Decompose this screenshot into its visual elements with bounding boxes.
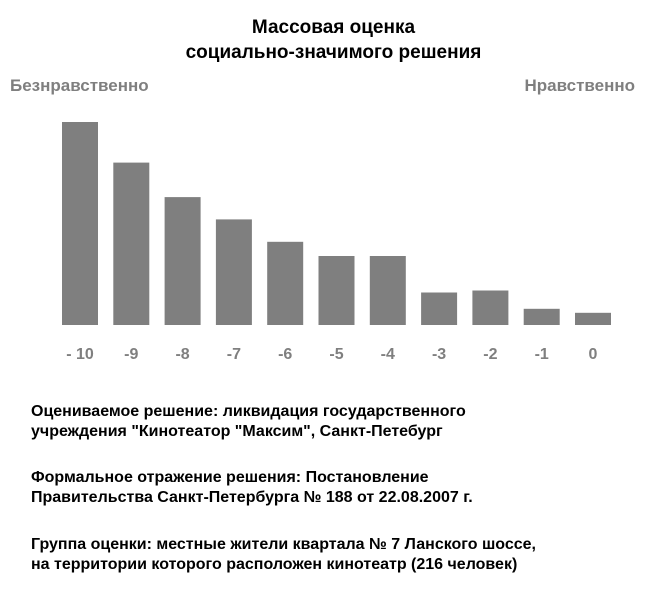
x-tick-label-1: -9 bbox=[124, 346, 139, 363]
x-tick-label-0: - 10 bbox=[66, 346, 94, 363]
x-tick-label-8: -2 bbox=[483, 346, 498, 363]
x-tick-label-4: -6 bbox=[278, 346, 293, 363]
bar-3 bbox=[216, 219, 252, 325]
formal-line-2: Правительства Санкт-Петербурга № 188 от 22.08.2007 г. bbox=[31, 489, 473, 506]
x-tick-label-3: -7 bbox=[226, 346, 242, 363]
bar-0 bbox=[62, 122, 98, 325]
bar-2 bbox=[165, 197, 201, 325]
x-tick-label-9: -1 bbox=[534, 346, 549, 363]
x-tick-label-2: -8 bbox=[175, 346, 190, 363]
decision-description bbox=[31, 402, 466, 442]
x-tick-label-10: 0 bbox=[588, 346, 598, 363]
x-tick-label-6: -4 bbox=[380, 346, 395, 363]
x-tick-label-5: -5 bbox=[329, 346, 344, 363]
bar-5 bbox=[319, 256, 355, 325]
bar-9 bbox=[524, 309, 560, 325]
scale-right-label: Нравственно bbox=[524, 76, 635, 95]
decision-line-1: Оцениваемое решение: ликвидация государственного bbox=[31, 403, 466, 420]
bar-1 bbox=[113, 163, 149, 325]
evaluation-group bbox=[31, 535, 536, 575]
formal-line-1: Формальное отражение решения: Постановление bbox=[31, 469, 429, 486]
bar-7 bbox=[421, 293, 457, 326]
bar-6 bbox=[370, 256, 406, 325]
group-line-2: на территории которого расположен кинотеатр (216 человек) bbox=[31, 556, 518, 573]
decision-line-2: учреждения "Кинотеатор "Максим", Санкт-Петебург bbox=[31, 423, 443, 440]
bar-10 bbox=[575, 313, 611, 325]
scale-left-label: Безнравственно bbox=[10, 76, 149, 95]
chart-title-line2: социально-значимого решения bbox=[185, 42, 482, 63]
chart-title-line1: Массовая оценка bbox=[251, 17, 416, 38]
group-line-1: Группа оценки: местные жители квартала № 7 Ланского шоссе, bbox=[31, 536, 536, 553]
bar-4 bbox=[267, 242, 303, 325]
bar-8 bbox=[472, 291, 508, 326]
formal-reflection bbox=[31, 468, 473, 508]
x-tick-label-7: -3 bbox=[431, 346, 447, 363]
